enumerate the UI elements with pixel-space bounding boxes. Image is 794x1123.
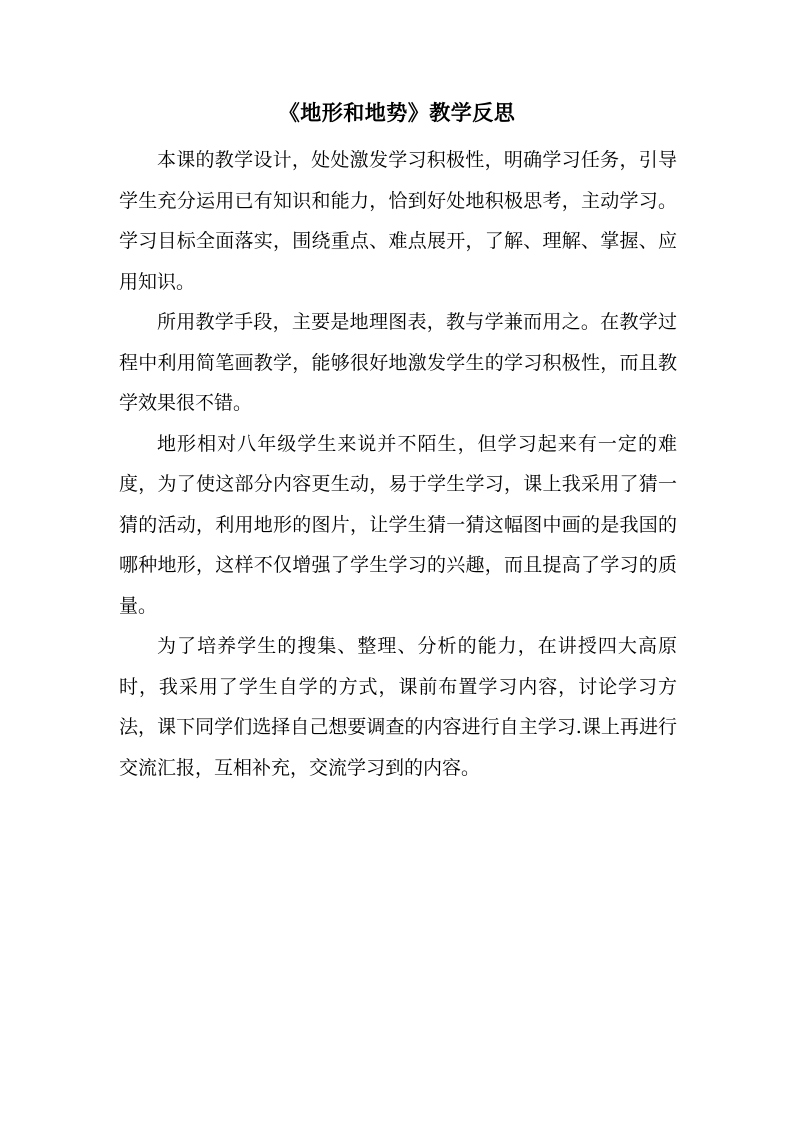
paragraph-3: 地形相对八年级学生来说并不陌生，但学习起来有一定的难度，为了使这部分内容更生动，易于学生学习，课上我采用了猜一猜的活动，利用地形的图片，让学生猜一猜这幅图中画的是我国的哪种地形，这样不仅增强了学生学习的兴趣，而且提高了学习的质量。 — [119, 432, 677, 617]
document-title: 《地形和地势》教学反思 — [278, 100, 516, 125]
paragraph-1: 本课的教学设计，处处激发学习积极性，明确学习任务，引导学生充分运用已有知识和能力，恰到好处地积极思考，主动学习。学习目标全面落实，围绕重点、难点展开，了解、理解、掌握、应用知识。 — [119, 149, 677, 293]
document-body — [119, 140, 677, 788]
paragraph-2: 所用教学手段，主要是地理图表，教与学兼而用之。在教学过程中利用简笔画教学，能够很好地激发学生的学习积极性，而且教学效果很不错。 — [119, 311, 677, 414]
paragraph-4: 为了培养学生的搜集、整理、分析的能力，在讲授四大高原时，我采用了学生自学的方式，课前布置学习内容，讨论学习方法，课下同学们选择自己想要调查的内容进行自主学习.课上再进行交流汇报，互相补充，交流学习到的内容。 — [119, 635, 677, 779]
